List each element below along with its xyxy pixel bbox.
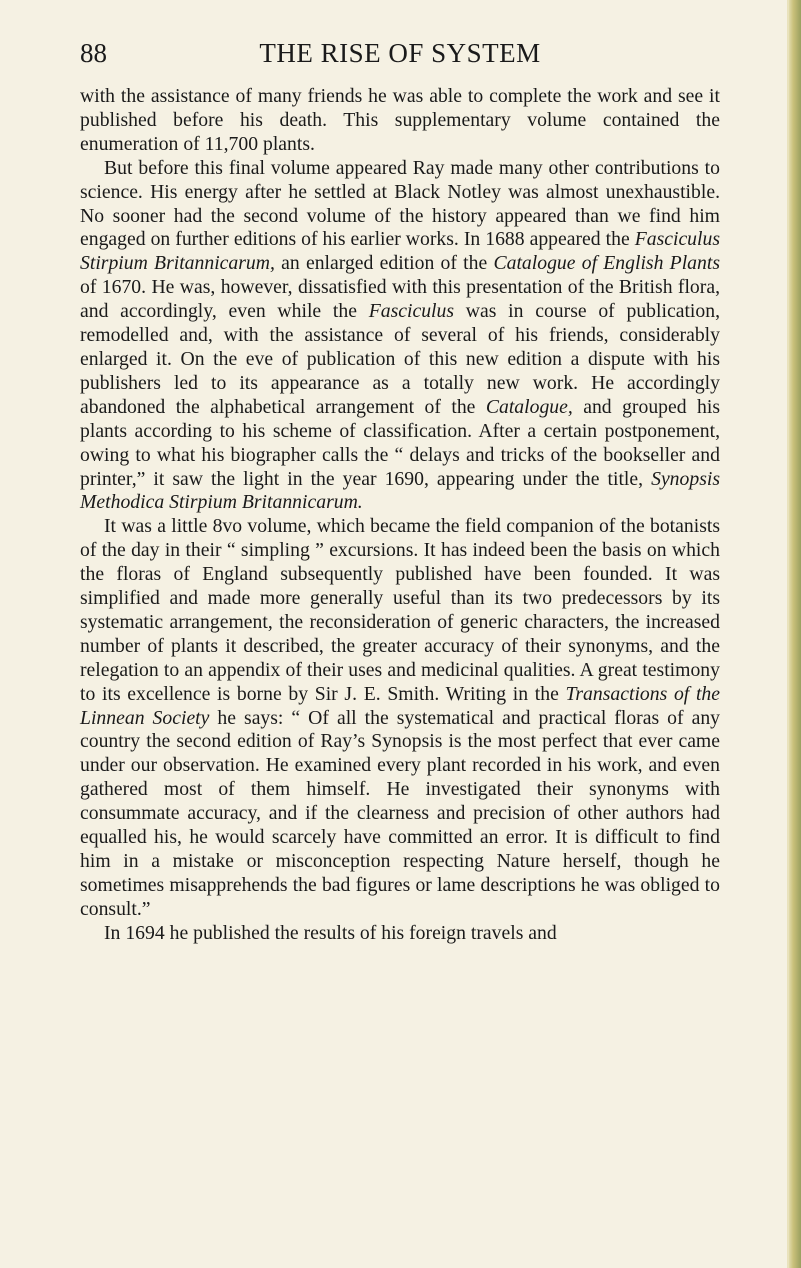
paragraph — [80, 157, 720, 516]
paragraph — [80, 85, 720, 157]
text-run: he says: “ Of all the systematical and practical floras of any country the second edition of Ray’s Synopsis is the most perfect that ever came under our observation. He examined every plant recorded in his work, and even gathered most of them himself. He investigated their synonyms with consummate accuracy, and if the clearness and precision of other authors had equalled his, he would scarcely have committed an error. It is difficult to find him in a mistake or misconception respecting Nature herself, though he sometimes misapprehends the bad figures or lame descriptions he was obliged to consult.” — [80, 706, 721, 920]
page-header — [80, 36, 720, 70]
text-run: and grouped his plants according to his scheme of classification. After a certain postponement, owing to what his biographer calls the “ delays and tricks of the bookseller and printer,” it saw the light in the year 1690, appearing under the title, — [80, 395, 720, 490]
page-edge — [787, 0, 801, 1268]
italic-title: Fasciculus Stirpium Britannicarum, — [80, 228, 720, 275]
italic-title: Catalogue of English Plants — [493, 252, 720, 275]
italic-title: Synopsis Methodica Stirpium Britannicarum. — [80, 467, 720, 514]
italic-title: Transactions of the Linnean Society — [80, 682, 721, 729]
text-run: an enlarged edition of the — [274, 252, 494, 275]
paragraph — [80, 922, 720, 946]
text-run: But before this final volume appeared Ray made many other contributions to science. His energy after he settled at Black Notley was almost unexhaustible. No sooner had the second volume of the history appeared than we find him engaged on further editions of his earlier works. In 1688 appeared the — [80, 156, 720, 251]
italic-title: Catalogue, — [485, 395, 573, 418]
text-run: It was a little 8vo volume, which became the field companion of the botanists of the day in their “ simpling ” excursions. It has indeed been the basis on which the floras of England subsequently published have been founded. It was simplified and made more generally useful than its two predecessors by its systematic arrangement, the reconsideration of generic characters, the increased number of plants it described, the greater accuracy of their synonyms, and the relegation to an appendix of their uses and medicinal qualities. A great testimony to its excellence is borne by Sir J. E. Smith. Writing in the — [80, 515, 720, 705]
text-run: with the assistance of many friends he was able to complete the work and see it published before his death. This supplementary volume contained the enumeration of 11,700 plants. — [80, 85, 720, 155]
text-run: In 1694 he published the results of his foreign travels and — [104, 921, 557, 944]
italic-title: Fasciculus — [368, 300, 455, 323]
text-run: of 1670. He was, however, dissatisfied with this presentation of the British flora, and accordingly, even while the — [80, 276, 720, 323]
page-number: 88 — [80, 38, 107, 68]
body-text — [80, 85, 720, 946]
text-run: was in course of publication, remodelled and, with the assistance of several of his friends, considerably enlarged it. On the eve of publication of this new edition a dispute with his publishers led to its appearance as a totally new work. He accordingly abandoned the alphabetical arrangement of the — [80, 300, 720, 418]
running-title: THE RISE OF SYSTEM — [259, 38, 541, 68]
paragraph — [80, 515, 720, 921]
